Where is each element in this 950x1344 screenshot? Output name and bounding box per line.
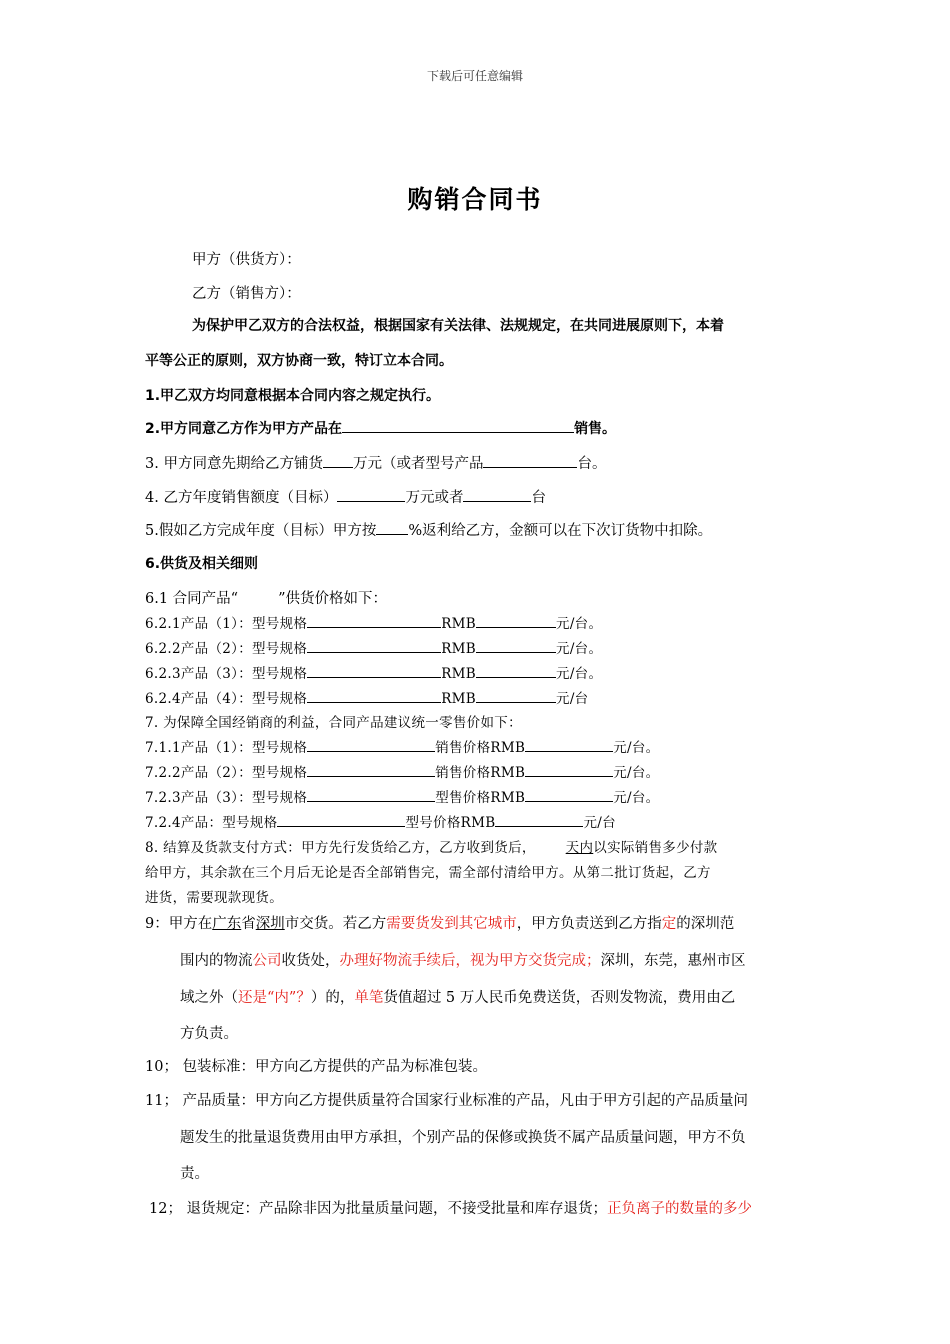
clause-8-line-3: 进货，需要现款现货。 [145, 890, 283, 906]
delivery-city: 深圳 [255, 916, 285, 932]
page-header: 下载后可任意编辑 [426, 69, 523, 83]
supply-row-currency: RMB [441, 616, 477, 632]
delivery-province: 广东 [212, 916, 242, 932]
retail-row-price: 销售价格RMB [435, 740, 526, 756]
retail-row [145, 736, 659, 756]
payment-days: 天内 [565, 840, 594, 856]
highlight-text: 公司 [252, 953, 282, 969]
clause-2 [145, 418, 616, 438]
clause-7: 7. 为保障全国经销商的利益，合同产品建议统一零售价如下： [145, 715, 522, 731]
clause-6-1-text: 6.1 合同产品“ [145, 591, 239, 607]
clause-8-text: 8. 结算及货款支付方式：甲方先行发货给乙方，乙方收到货后， [145, 840, 536, 856]
clause-1: 1.甲乙双方均同意根据本合同内容之规定执行。 [145, 388, 441, 404]
clause-3 [145, 452, 606, 473]
retail-row-label: 7.1.1产品（1）：型号规格 [145, 740, 308, 756]
supply-row [145, 662, 602, 682]
highlight-text: 定 [661, 916, 677, 932]
retail-row-label: 7.2.2产品（2）：型号规格 [145, 765, 308, 781]
supply-row-currency: RMB [441, 666, 477, 682]
supply-row-currency: RMB [441, 641, 477, 657]
highlight-text: 需要货发到其它城市 [386, 916, 517, 932]
clause-5-text: 5.假如乙方完成年度（目标）甲方按 [145, 523, 377, 539]
supply-row-unit: 元/台。 [556, 641, 603, 657]
retail-row-label: 7.2.4产品：型号规格 [145, 815, 278, 831]
rebate-blank [376, 520, 408, 535]
clause-4-text: 4. 乙方年度销售额度（目标） [145, 490, 338, 506]
supply-row-label: 6.2.3产品（3）：型号规格 [145, 666, 308, 682]
clause-11-line-3: 责。 [180, 1166, 209, 1182]
party-a-line: 甲方（供货方）： [192, 252, 301, 268]
clause-9-line-1: 9：甲方在广东省深圳市交货。若乙方需要货发到其它城市，甲方负责送到乙方指定的深圳范 [145, 916, 735, 932]
clause-3-text: 3. 甲方同意先期给乙方铺货 [145, 456, 323, 472]
clause-4 [145, 486, 546, 507]
retail-row-price: 型号价格RMB [405, 815, 496, 831]
supply-row [145, 612, 602, 632]
supply-row-label: 6.2.4产品（4）：型号规格 [145, 691, 308, 707]
clause-5 [145, 519, 712, 540]
clause-2-suffix: 销售。 [574, 421, 617, 437]
document-title: 购销合同书 [407, 185, 543, 214]
clause-8-text-end: 以实际销售多少付款 [593, 840, 718, 856]
supply-row-unit: 元/台。 [556, 666, 603, 682]
clause-5-suffix: %返利给乙方，金额可以在下次订货物中扣除。 [408, 523, 713, 539]
retail-row-unit: 元/台。 [613, 740, 660, 756]
retail-row-price: 销售价格RMB [435, 765, 526, 781]
target-units-blank [463, 487, 531, 502]
clause-9-line-4: 方负责。 [180, 1026, 238, 1042]
target-amount-blank [337, 487, 405, 502]
clause-6-1-suffix: ”供货价格如下： [278, 591, 388, 607]
supply-row-currency: RMB [441, 691, 477, 707]
highlight-text: 办理好物流手续后，视为甲方交货完成； [339, 953, 601, 969]
retail-row [145, 786, 659, 806]
clause-8-line-2: 给甲方，其余款在三个月后无论是否全部销售完，需全部付清给甲方。从第二批订货起，乙方 [145, 865, 711, 881]
supply-row [145, 687, 588, 707]
clause-9-line-3: 域之外（还是“内”？）的，单笔货值超过 5 万人民币免费送货，否则发物流，费用由乙 [180, 990, 736, 1006]
amount-blank [323, 453, 353, 468]
supply-row-label: 6.2.1产品（1）：型号规格 [145, 616, 308, 632]
retail-row [145, 811, 616, 831]
clause-4-suffix: 台 [531, 490, 546, 506]
highlight-text: 正负离子的数量的多少 [607, 1201, 753, 1217]
intro-line-2: 平等公正的原则，双方协商一致，特订立本合同。 [145, 353, 453, 369]
clause-11-line-2: 题发生的批量退货费用由甲方承担，个别产品的保修或换货不属产品质量问题，甲方不负 [180, 1130, 746, 1146]
retail-row-unit: 元/台。 [613, 765, 660, 781]
clause-10: 10； 包装标准：甲方向乙方提供的产品为标准包装。 [145, 1059, 488, 1075]
intro-line-1: 为保护甲乙双方的合法权益，根据国家有关法律、法规规定，在共同进展原则下，本着 [192, 318, 724, 334]
retail-row-price: 型售价格RMB [435, 790, 526, 806]
clause-9-line-2: 围内的物流公司收货处，办理好物流手续后，视为甲方交货完成；深圳，东莞，惠州市区 [180, 953, 746, 969]
supply-row [145, 637, 602, 657]
units-blank [483, 453, 577, 468]
retail-row-unit: 元/台 [583, 815, 616, 831]
clause-8-line-1 [145, 836, 717, 856]
clause-2-text: 2.甲方同意乙方作为甲方产品在 [145, 421, 343, 437]
clause-3-mid: 万元（或者型号产品 [352, 456, 484, 472]
highlight-text: 单笔 [354, 990, 384, 1006]
retail-row [145, 761, 659, 781]
clause-12-text: 12； 退货规定：产品除非因为批量质量问题，不接受批量和库存退货； [149, 1201, 608, 1217]
clause-6-1 [145, 587, 387, 608]
supply-row-label: 6.2.2产品（2）：型号规格 [145, 641, 308, 657]
clause-11-line-1: 11； 产品质量：甲方向乙方提供质量符合国家行业标准的产品，凡由于甲方引起的产品质量问 [145, 1093, 749, 1109]
region-blank [342, 418, 574, 433]
highlight-text: 还是“内”？ [238, 990, 311, 1006]
retail-row-unit: 元/台。 [613, 790, 660, 806]
clause-6-heading: 6.供货及相关细则 [145, 556, 259, 572]
clause-12 [149, 1197, 752, 1218]
retail-row-label: 7.2.3产品（3）：型号规格 [145, 790, 308, 806]
party-b-line: 乙方（销售方）： [192, 286, 301, 302]
supply-row-unit: 元/台。 [556, 616, 603, 632]
clause-3-suffix: 台。 [577, 456, 607, 472]
supply-row-unit: 元/台 [556, 691, 589, 707]
clause-4-mid: 万元或者 [405, 490, 464, 506]
